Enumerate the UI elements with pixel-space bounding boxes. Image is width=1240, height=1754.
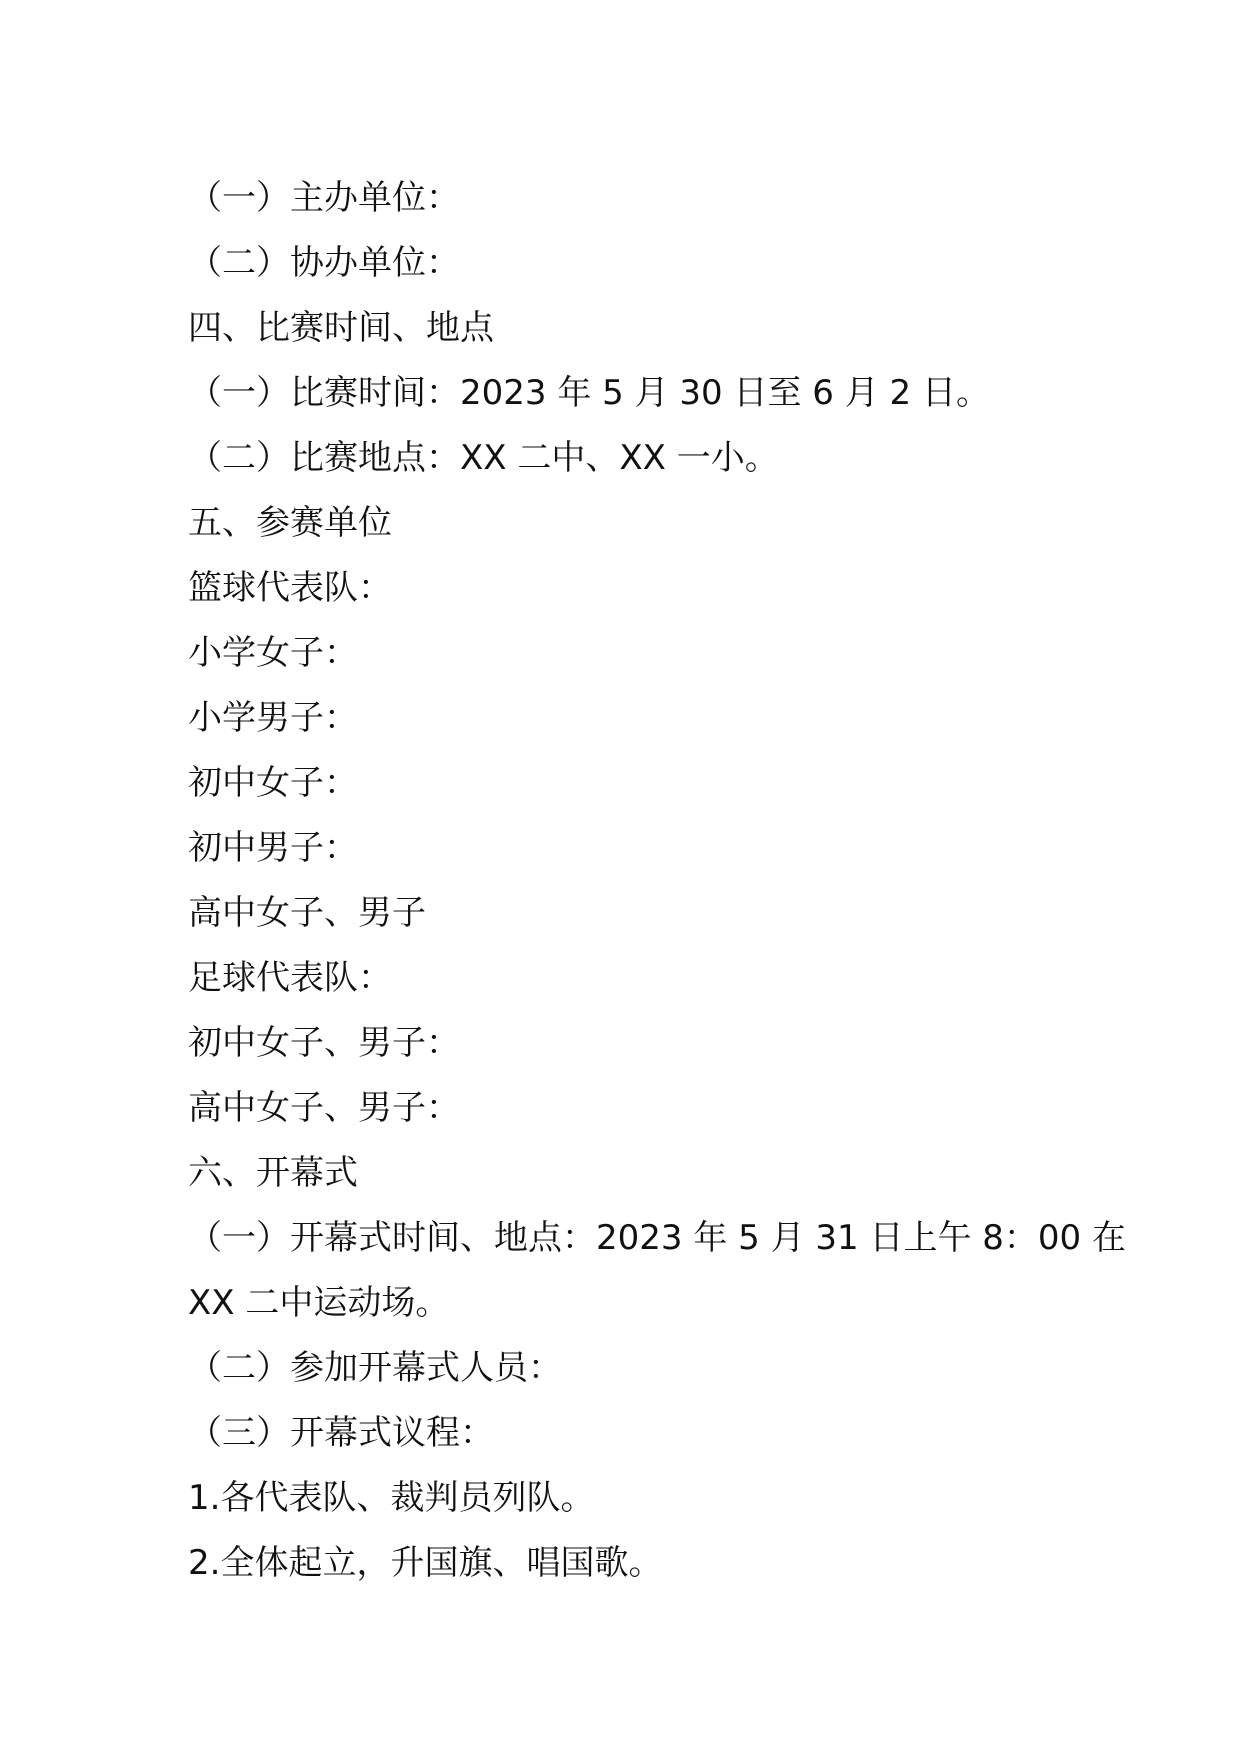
opening-agenda-heading: （三）开幕式议程：	[188, 1413, 494, 1453]
organizer-line: （一）主办单位：	[188, 178, 460, 218]
agenda-item-1: 1.各代表队、裁判员列队。	[188, 1478, 595, 1518]
opening-location-continuation: XX 二中运动场。	[188, 1283, 450, 1323]
competition-venue-line: （二）比赛地点：XX 二中、XX 一小。	[188, 438, 779, 478]
document-body	[188, 166, 1126, 1596]
football-junior-line: 初中女子、男子：	[188, 1023, 460, 1063]
junior-boys-line: 初中男子：	[188, 828, 358, 868]
section-six-heading: 六、开幕式	[188, 1153, 358, 1193]
football-team-heading: 足球代表队：	[188, 958, 392, 998]
senior-girls-boys-line: 高中女子、男子	[188, 893, 426, 933]
agenda-item-2: 2.全体起立，升国旗、唱国歌。	[188, 1543, 663, 1583]
section-four-heading: 四、比赛时间、地点	[188, 308, 494, 348]
football-senior-line: 高中女子、男子：	[188, 1088, 460, 1128]
junior-girls-line: 初中女子：	[188, 763, 358, 803]
section-five-heading: 五、参赛单位	[188, 503, 392, 543]
primary-girls-line: 小学女子：	[188, 633, 358, 673]
opening-attendees-line: （二）参加开幕式人员：	[188, 1348, 562, 1388]
co-organizer-line: （二）协办单位：	[188, 243, 460, 283]
opening-time-location-line: （一）开幕式时间、地点：2023 年 5 月 31 日上午 8：00 在	[188, 1218, 1126, 1258]
primary-boys-line: 小学男子：	[188, 698, 358, 738]
basketball-team-heading: 篮球代表队：	[188, 568, 392, 608]
competition-time-line: （一）比赛时间：2023 年 5 月 30 日至 6 月 2 日。	[188, 373, 990, 413]
